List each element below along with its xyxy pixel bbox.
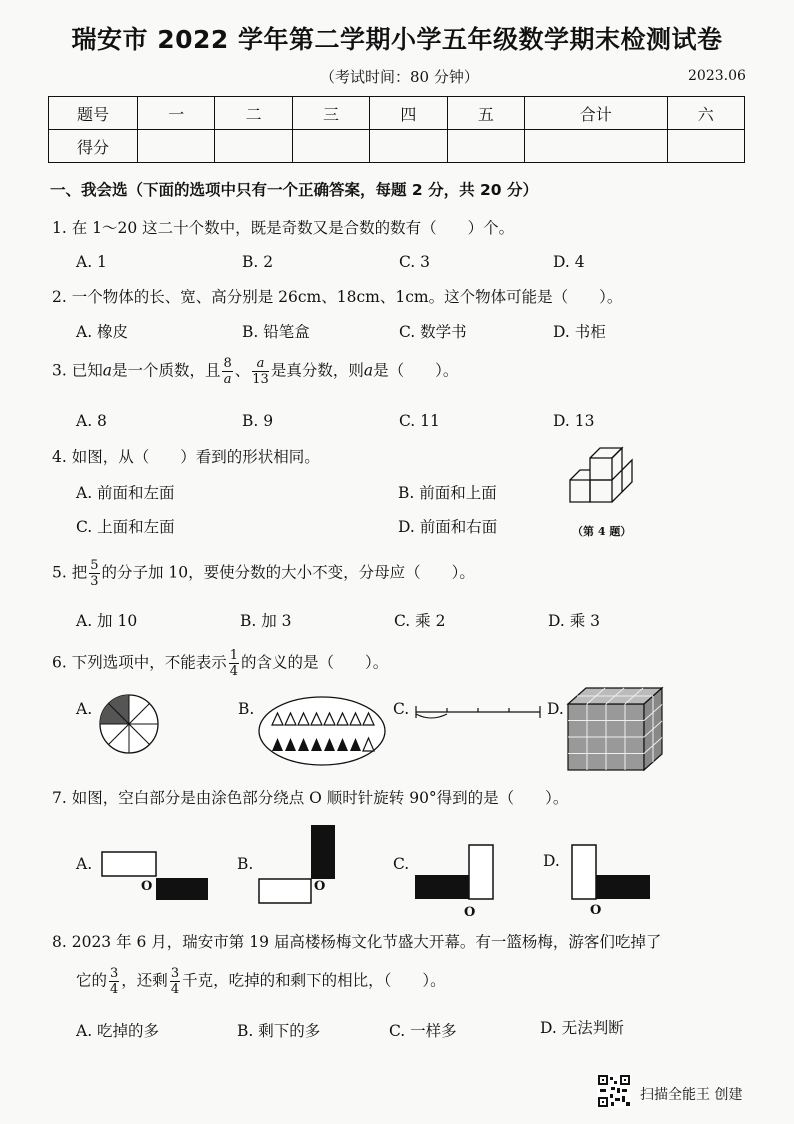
question-3: [52, 356, 458, 387]
q6-label-c: C.: [393, 700, 410, 718]
question-2: 2. 一个物体的长、宽、高分别是 26cm、18cm、1cm。这个物体可能是（ ）。: [52, 288, 623, 306]
q4-option-b: B. 前面和上面: [398, 484, 497, 502]
q3-text-mid2: 是真分数，则: [270, 361, 364, 380]
score-blank[interactable]: [370, 130, 447, 163]
score-blank[interactable]: [447, 130, 524, 163]
q4-caption: （第 4 题）: [572, 525, 632, 538]
q1-option-c: C. 3: [399, 253, 431, 271]
q3-text-pre: 3. 已知: [52, 361, 103, 380]
exam-date: 2023.06: [688, 68, 746, 84]
q3-text-mid: 是一个质数，且: [111, 361, 221, 380]
score-row-label: 得分: [49, 130, 138, 163]
q7-point-d: O: [590, 903, 602, 918]
question-6: [52, 648, 388, 679]
q8-option-a: A. 吃掉的多: [76, 1022, 160, 1040]
fraction-numerator: 1: [229, 648, 238, 663]
q3-variable: a: [363, 361, 374, 380]
q8-text-pre: 它的: [76, 971, 108, 990]
score-blank[interactable]: [525, 130, 668, 163]
q7-point-b: O: [314, 879, 326, 894]
q7-label-c: C.: [393, 855, 410, 873]
score-cell: 六: [667, 97, 744, 130]
fraction-denominator: 3: [90, 574, 99, 589]
fraction-denominator: a: [223, 372, 232, 387]
score-blank[interactable]: [667, 130, 744, 163]
q3-option-d: D. 13: [553, 412, 595, 430]
scanner-watermark: 扫描全能王 创建: [640, 1087, 743, 1103]
fraction-denominator: 4: [110, 982, 119, 997]
score-cell: 五: [447, 97, 524, 130]
q6-option-d-cube: [566, 686, 666, 772]
score-cell: 二: [215, 97, 292, 130]
q3-fraction-2: [252, 356, 269, 387]
q5-text-post: 的分子加 10，要使分数的大小不变，分母应（ ）。: [101, 563, 475, 582]
q1-option-a: A. 1: [76, 253, 107, 271]
question-5: [52, 558, 475, 589]
q8-fraction-2: [170, 966, 180, 997]
q6-fraction: [229, 648, 239, 679]
q6-option-b-triangles: [258, 695, 388, 770]
score-cell: 合计: [525, 97, 668, 130]
question-1: 1. 在 1～20 这二十个数中，既是奇数又是合数的数有（ ）个。: [52, 219, 515, 237]
q7-point-c: O: [464, 905, 476, 920]
q8-fraction-1: [109, 966, 119, 997]
score-cell: 一: [138, 97, 215, 130]
q8-option-d: D. 无法判断: [540, 1019, 624, 1037]
q3-option-b: B. 9: [242, 412, 274, 430]
q8-option-c: C. 一样多: [389, 1022, 457, 1040]
score-table-header-row: [49, 97, 745, 130]
score-table: [48, 96, 745, 163]
q6-label-a: A.: [76, 700, 93, 718]
exam-title: 瑞安市 2022 学年第二学期小学五年级数学期末检测试卷: [71, 25, 723, 54]
q1-option-d: D. 4: [553, 253, 585, 271]
q8-text-post: 千克，吃掉的和剩下的相比，（ ）。: [182, 971, 446, 990]
score-blank[interactable]: [138, 130, 215, 163]
q4-option-c: C. 上面和左面: [76, 518, 175, 536]
q2-option-d: D. 书柜: [553, 323, 606, 341]
question-8-line-1: 8. 2023 年 6 月，瑞安市第 19 届高楼杨梅文化节盛大开幕。有一篮杨梅，游客们吃掉了: [52, 933, 662, 951]
q7-option-d-figure: [570, 843, 680, 903]
q7-option-c-figure: [413, 843, 523, 903]
q4-option-d: D. 前面和右面: [398, 518, 498, 536]
q6-text-pre: 6. 下列选项中，不能表示: [52, 653, 227, 672]
q1-option-b: B. 2: [242, 253, 274, 271]
fraction-numerator: 8: [223, 356, 232, 371]
q2-option-a: A. 橡皮: [76, 323, 129, 341]
q3-separator: 、: [234, 361, 251, 380]
fraction-denominator: 13: [252, 372, 269, 387]
q4-option-a: A. 前面和左面: [76, 484, 175, 502]
question-4: 4. 如图，从（ ）看到的形状相同。: [52, 448, 320, 466]
q6-label-b: B.: [238, 700, 255, 718]
q7-label-a: A.: [76, 855, 93, 873]
q7-label-b: B.: [237, 855, 254, 873]
q5-option-c: C. 乘 2: [394, 612, 446, 630]
q2-option-b: B. 铅笔盒: [242, 323, 310, 341]
fraction-numerator: 3: [110, 966, 119, 981]
score-cell: 三: [292, 97, 369, 130]
q7-label-d: D.: [543, 852, 560, 870]
q7-option-a-figure: [100, 850, 210, 900]
q2-option-c: C. 数学书: [399, 323, 467, 341]
section-heading: 一、我会选（下面的选项中只有一个正确答案，每题 2 分，共 20 分）: [50, 181, 538, 199]
fraction-numerator: a: [252, 356, 269, 372]
q8-text-mid: ，还剩: [121, 971, 168, 990]
q6-label-d: D.: [547, 700, 564, 718]
score-blank[interactable]: [215, 130, 292, 163]
question-8-line-2: [76, 966, 446, 997]
q5-option-d: D. 乘 3: [548, 612, 601, 630]
q3-option-a: A. 8: [76, 412, 107, 430]
score-blank[interactable]: [292, 130, 369, 163]
fraction-denominator: 4: [229, 664, 238, 679]
q5-text-pre: 5. 把: [52, 563, 88, 582]
q6-option-c-segment: [414, 700, 544, 730]
q3-option-c: C. 11: [399, 412, 440, 430]
q6-option-a-circle: [100, 684, 160, 764]
score-cell: 四: [370, 97, 447, 130]
q3-fraction-1: [222, 356, 232, 387]
q4-cube-figure: [568, 440, 638, 515]
q5-option-b: B. 加 3: [240, 612, 292, 630]
fraction-denominator: 4: [170, 982, 180, 997]
q3-variable: a: [102, 361, 112, 380]
q6-text-post: 的含义的是（ ）。: [241, 653, 389, 672]
q8-option-b: B. 剩下的多: [237, 1022, 321, 1040]
qr-code-icon: [597, 1074, 631, 1108]
score-cell: 题号: [49, 97, 138, 130]
score-table-score-row: [49, 130, 745, 163]
exam-duration: （考试时间：80 分钟）: [320, 68, 479, 86]
fraction-numerator: 5: [90, 558, 99, 573]
q5-option-a: A. 加 10: [76, 612, 138, 630]
question-7: 7. 如图，空白部分是由涂色部分绕点 O 顺时针旋转 90°得到的是（ ）。: [52, 789, 569, 807]
q3-text-post: 是（ ）。: [373, 361, 459, 380]
q7-point-a: O: [141, 879, 153, 894]
q5-fraction: [89, 558, 99, 589]
fraction-numerator: 3: [170, 966, 180, 981]
